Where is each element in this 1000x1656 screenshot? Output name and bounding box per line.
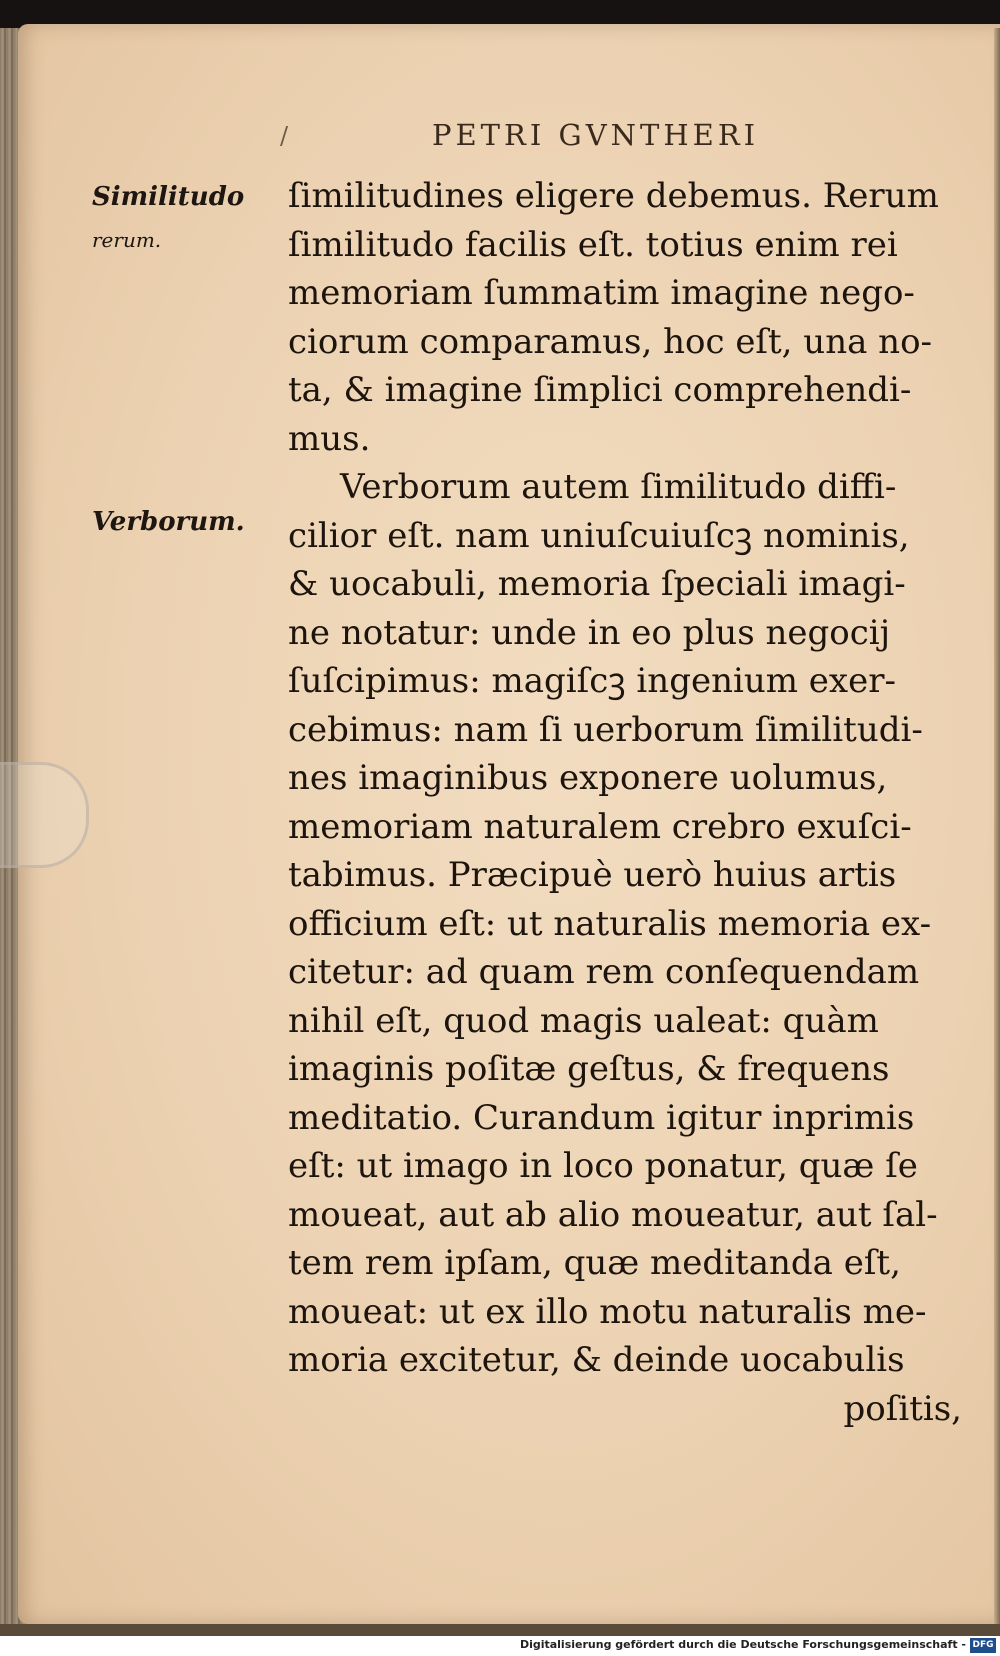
text-line: officium eſt: ut naturalis memoria ex- bbox=[288, 903, 932, 944]
scan-bottom-border bbox=[0, 1624, 1000, 1636]
text-line: mus. bbox=[288, 418, 371, 459]
text-line: memoriam naturalem crebro exuſci- bbox=[288, 806, 912, 847]
text-line: imaginis poſitæ geſtus, & frequens bbox=[288, 1049, 890, 1089]
text-line: ſimilitudo facilis eſt. totius enim rei bbox=[288, 224, 898, 265]
text-line: ſuſcipimus: magiſcꝫ ingenium exer- bbox=[288, 661, 896, 701]
text-line: nihil eſt, quod magis ualeat: quàm bbox=[288, 1000, 879, 1041]
header-mark: / bbox=[280, 122, 289, 150]
marginal-note-rerum: rerum. bbox=[92, 228, 162, 252]
text-line: cilior eſt. nam uniuſcuiuſcꝫ nominis, bbox=[288, 515, 910, 556]
text-line: moria excitetur, & deinde uocabulis bbox=[288, 1340, 905, 1380]
page-right-edge bbox=[994, 28, 1000, 1628]
text-line: cebimus: nam ſi uerborum ſimilitudi- bbox=[288, 709, 923, 750]
text-line: moueat, aut ab alio moueatur, aut ſal- bbox=[288, 1194, 938, 1235]
catchword: poſitis, bbox=[843, 1388, 962, 1429]
text-line: nes imaginibus exponere uolumus, bbox=[288, 758, 888, 798]
text-line: & uocabuli, memoria ſpeciali imagi- bbox=[288, 564, 906, 604]
text-line: meditatio. Curandum igitur inprimis bbox=[288, 1097, 915, 1138]
text-line: tem rem ipſam, quæ meditanda eſt, bbox=[288, 1243, 901, 1283]
text-line: citetur: ad quam rem conſequendam bbox=[288, 952, 920, 992]
marginal-note-verborum: Verborum. bbox=[92, 507, 245, 537]
footer-strip bbox=[0, 1636, 1000, 1656]
running-header: PETRI GVNTHERI bbox=[432, 118, 760, 152]
text-line: tabimus. Præcipuè uerò huius artis bbox=[288, 855, 897, 895]
text-line: ne notatur: unde in eo plus negocij bbox=[288, 612, 891, 653]
text-line: Verborum autem ſimilitudo diffi- bbox=[340, 467, 897, 507]
text-line: ciorum comparamus, hoc eſt, una no- bbox=[288, 321, 933, 362]
text-line: eſt: ut imago in loco ponatur, quæ ſe bbox=[288, 1146, 918, 1186]
footer-credit: Digitalisierung gefördert durch die Deutsche Forschungsgemeinschaft - bbox=[519, 1638, 966, 1651]
book-clip bbox=[0, 762, 89, 868]
text-line: ta, & imagine ſimplici comprehendi- bbox=[288, 370, 912, 410]
text-line: ſimilitudines eligere debemus. Rerum bbox=[288, 176, 939, 216]
marginal-note-similitudo: Similitudo bbox=[92, 182, 245, 212]
dfg-logo: DFG bbox=[970, 1638, 996, 1653]
text-line: moueat: ut ex illo motu naturalis me- bbox=[288, 1291, 927, 1332]
text-line: memoriam ſummatim imagine nego- bbox=[288, 273, 915, 313]
body-text bbox=[288, 172, 968, 1433]
